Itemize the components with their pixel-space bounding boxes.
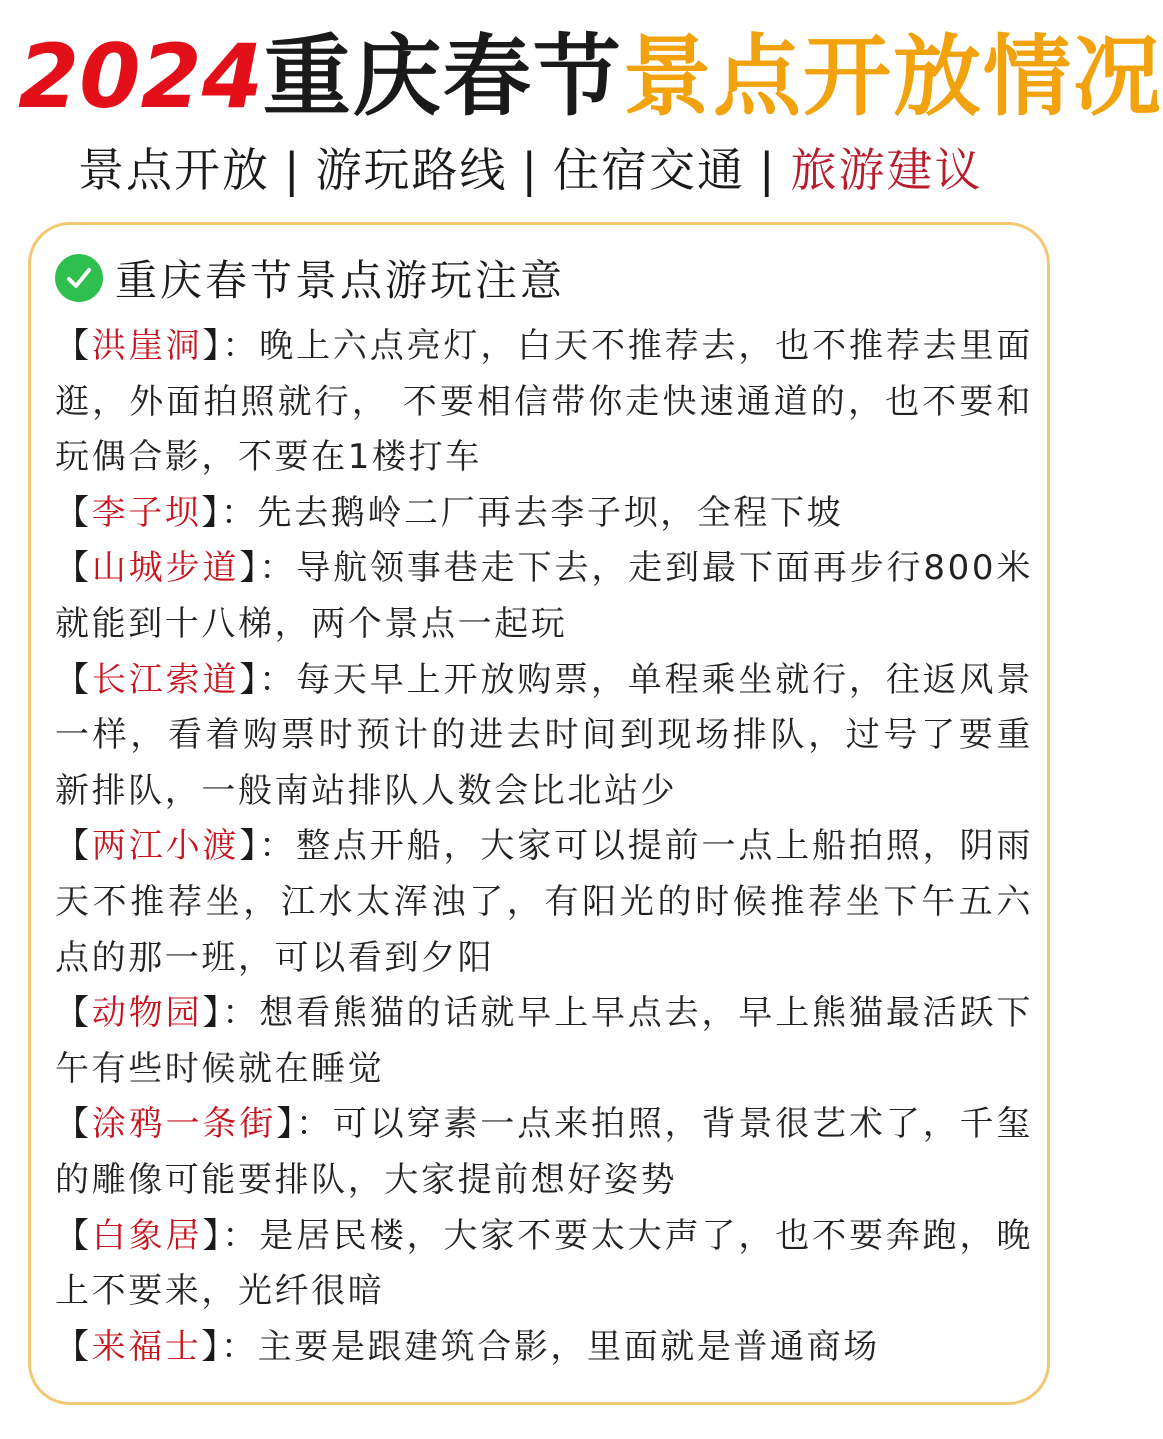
bracket-open: 【 [55,1215,92,1256]
bracket-open: 【 [55,993,92,1034]
tips-list [55,319,1033,1375]
tip-item [55,986,1033,1097]
check-circle-icon [55,254,103,302]
title-year: 2024 [18,25,263,128]
bracket-open: 【 [55,492,92,533]
tip-name: 洪崖洞 [91,326,203,366]
bracket-close: 】 [239,826,260,867]
tip-text: ：导航领事巷走下去，走到最下面再步行800米就能到十八梯，两个景点一起玩 [55,548,1033,644]
bracket-open: 【 [55,326,92,366]
bracket-close: 】 [276,1104,297,1145]
tip-name: 白象居 [91,1215,203,1256]
subtitle-separator: | [759,143,777,197]
subtitle-item-route: 游玩路线 [315,143,508,197]
tip-name: 来福士 [91,1326,202,1367]
subtitle-item-open: 景点开放 [78,143,270,197]
title-city: 重庆春节 [262,25,623,128]
bracket-close: 】 [201,492,222,533]
bracket-close: 】 [202,993,223,1034]
tips-card [28,222,1050,1405]
bracket-close: 】 [201,1326,222,1367]
tip-item [55,486,1033,542]
bracket-open: 【 [55,548,92,589]
tip-name: 李子坝 [91,492,202,533]
tip-name: 动物园 [91,993,203,1034]
tip-name: 涂鸦一条街 [91,1104,277,1145]
bracket-close: 】 [239,548,260,589]
tip-item [55,1320,1033,1376]
subtitle-item-advice: 旅游建议 [790,143,983,197]
tip-text: ：可以穿素一点来拍照，背景很艺术了，千玺的雕像可能要排队，大家提前想好姿势 [55,1104,1034,1200]
subtitle-item-stay: 住宿交通 [553,143,745,197]
card-heading [55,247,565,309]
subtitle-separator: | [284,143,302,197]
tip-text: ：主要是跟建筑合影，里面就是普通商场 [221,1326,880,1367]
bracket-open: 【 [55,1326,92,1367]
tip-item [55,1097,1033,1208]
tip-item [55,653,1033,820]
bracket-open: 【 [55,659,92,700]
subtitle-bar [78,140,1038,200]
tip-item [55,541,1033,652]
bracket-close: 】 [239,659,260,700]
tip-text: ：是居民楼，大家不要太大声了，也不要奔跑，晚上不要来，光纤很暗 [55,1215,1034,1312]
tip-item [55,319,1033,486]
tip-name: 长江索道 [91,659,240,700]
tip-item [55,1209,1033,1320]
bracket-close: 】 [202,1215,223,1256]
tip-text: ：每天早上开放购票，单程乘坐就行，往返风景一样，看着购票时预计的进去时间到现场排队，过号了要重新排队，一般南站排队人数会比北站少 [55,659,1034,811]
page-title [18,22,1163,132]
tip-text: ：晚上六点亮灯，白天不推荐去，也不推荐去里面逛，外面拍照就行， 不要相信带你走快速通道的，也不要和玩偶合影，不要在1楼打车 [55,326,1034,478]
tip-item [55,819,1033,986]
card-heading-text: 重庆春节景点游玩注意 [115,256,566,305]
title-topic: 景点开放情况 [622,25,1163,128]
bracket-open: 【 [55,826,92,867]
tip-text: ：先去鹅岭二厂再去李子坝，全程下坡 [221,492,844,533]
bracket-close: 】 [202,326,223,366]
subtitle-separator: | [521,143,539,197]
bracket-open: 【 [55,1104,92,1145]
tip-name: 两江小渡 [91,826,240,867]
tip-text: ：想看熊猫的话就早上早点去，早上熊猫最活跃下午有些时候就在睡觉 [55,993,1034,1089]
tip-name: 山城步道 [91,548,240,589]
tip-text: ：整点开船，大家可以提前一点上船拍照，阴雨天不推荐坐，江水太浑浊了，有阳光的时候推荐坐下午五六点的那一班，可以看到夕阳 [55,826,1034,978]
